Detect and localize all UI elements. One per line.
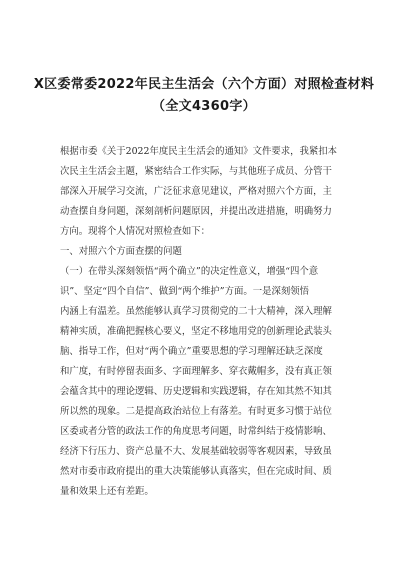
paragraph-line: 和广度，有时停留表面多、字面理解多、穿衣戴帽多，没有真正领 bbox=[60, 366, 332, 377]
paragraph-line: 会蕴含其中的理论逻辑、历史逻辑和实践逻辑，存在知其然不知其 bbox=[60, 386, 332, 397]
title-line-2: （全文4360字） bbox=[152, 99, 256, 114]
paragraph-line: 所以然的现象。二是提高政治站位上有落差。有时更多习惯于站位 bbox=[60, 406, 332, 417]
paragraph-line: 经济下行压力、资产总量不大、发展基础较弱等客观因素，导致虽 bbox=[60, 446, 332, 457]
document-title bbox=[0, 74, 408, 118]
paragraph-line: 然对市委市政府提出的重大决策能够认真落实，但在完成时间、质 bbox=[60, 466, 332, 477]
intro-line: 根据市委《关于2022年度民主生活会的通知》文件要求，我紧扣本 bbox=[60, 146, 337, 157]
paragraph-line: 区委或者分管的政法工作的角度思考问题，时常纠结于疫情影响、 bbox=[60, 426, 332, 437]
intro-line: 部深入开展学习交流，广泛征求意见建议，严格对照六个方面，主 bbox=[60, 186, 332, 197]
paragraph-line: 脑、指导工作，但对“两个确立”重要思想的学习理解还缺乏深度 bbox=[60, 346, 323, 357]
intro-line: 方向。现将个人情况对照检查如下： bbox=[60, 226, 211, 237]
paragraph-line: 量和效果上还有差距。 bbox=[60, 486, 154, 497]
title-line-1: X区委常委2022年民主生活会（六个方面）对照检查材料 bbox=[33, 77, 375, 92]
document-body bbox=[60, 142, 352, 502]
paragraph-line: 内涵上有温差。虽然能够认真学习贯彻党的二十大精神，深入理解 bbox=[60, 306, 332, 317]
intro-line: 次民主生活会主题，紧密结合工作实际，与其他班子成员、分管干 bbox=[60, 166, 332, 177]
paragraph-line: 识”、坚定“四个自信”、做到“两个维护”方面。一是深刻领悟 bbox=[60, 286, 309, 297]
intro-line: 动查摆自身问题，深刻剖析问题原因，并提出改进措施，明确努力 bbox=[60, 206, 332, 217]
paragraph-line: 精神实质，准确把握核心要义，坚定不移地用党的创新理论武装头 bbox=[60, 326, 332, 337]
section-heading: 一、对照六个方面查摆的问题 bbox=[60, 246, 182, 257]
paragraph-line: （一）在带头深刻领悟“两个确立”的决定性意义，增强“四个意 bbox=[60, 266, 319, 277]
